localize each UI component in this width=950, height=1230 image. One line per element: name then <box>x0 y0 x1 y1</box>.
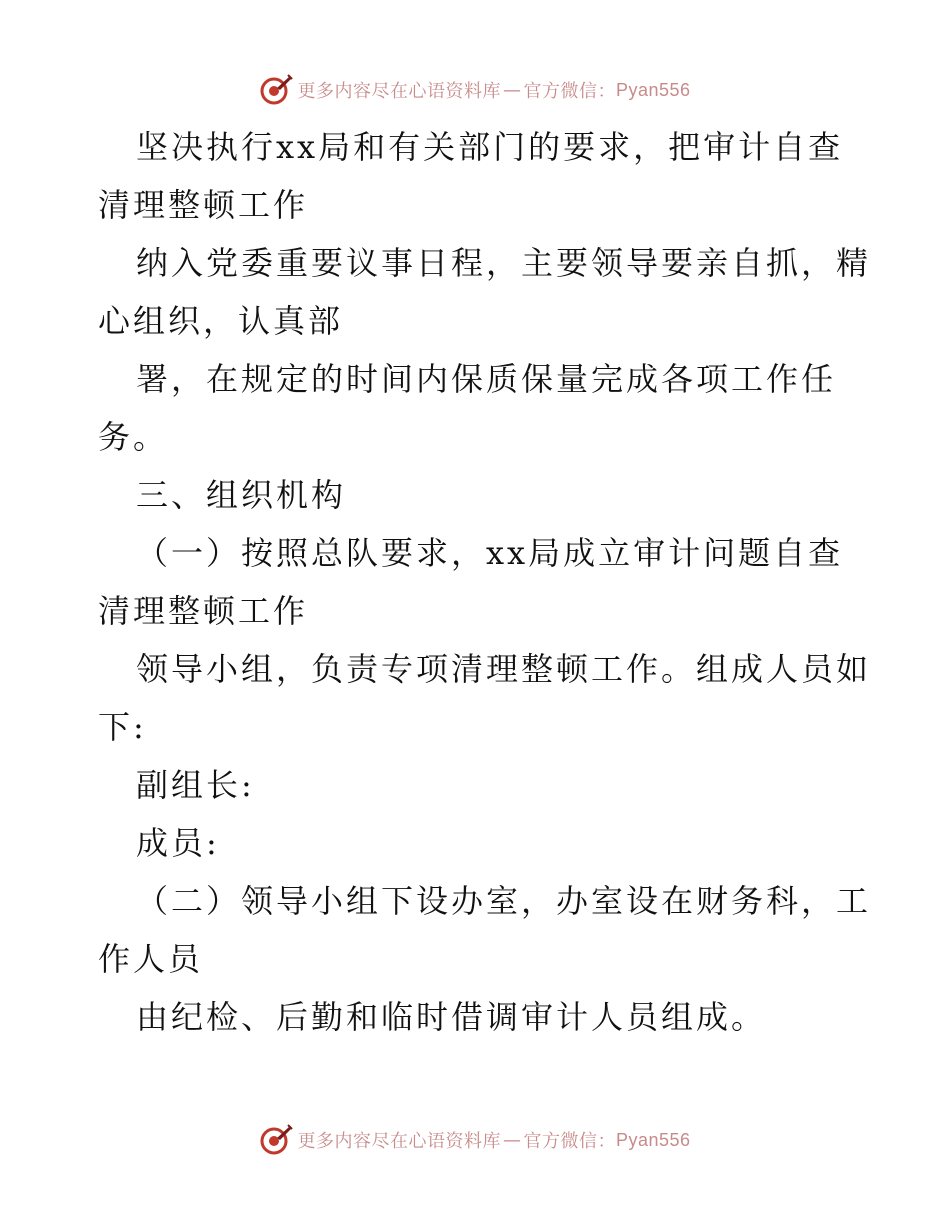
paragraph-line: 下: <box>98 708 147 746</box>
watermark-dash: — <box>502 1129 522 1151</box>
paragraph-line: 务。 <box>98 418 169 456</box>
footer-watermark <box>0 1122 950 1158</box>
logo-icon <box>259 1123 293 1157</box>
paragraph-line: 由纪检、后勤和临时借调审计人员组成。 <box>136 998 767 1036</box>
paragraph-line: 领导小组，负责专项清理整顿工作。组成人员如 <box>136 650 872 688</box>
paragraph-line: 作人员 <box>98 940 204 978</box>
section-heading: 三、组织机构 <box>136 476 347 514</box>
watermark-id: Pyan556 <box>615 79 691 100</box>
paragraph-line: 坚决执行xx局和有关部门的要求，把审计自查 <box>136 128 844 166</box>
paragraph-line: 清理整顿工作 <box>98 592 309 630</box>
paragraph-line: 心组织，认真部 <box>98 302 344 340</box>
paragraph-line: 署，在规定的时间内保质保量完成各项工作任 <box>136 360 837 398</box>
paragraph-line: 纳入党委重要议事日程，主要领导要亲自抓，精 <box>136 244 872 282</box>
watermark-dash: — <box>502 79 522 101</box>
watermark-text: 更多内容尽在心语资料库 <box>297 1131 501 1152</box>
paragraph-line: 清理整顿工作 <box>98 186 309 224</box>
watermark-text: 更多内容尽在心语资料库 <box>297 81 501 102</box>
watermark-id: Pyan556 <box>615 1129 691 1150</box>
watermark-suffix: 官方微信： <box>523 81 616 102</box>
watermark-suffix: 官方微信： <box>523 1131 616 1152</box>
paragraph-line: （二）领导小组下设办室，办室设在财务科，工 <box>136 882 872 920</box>
paragraph-line: 成员: <box>136 824 220 862</box>
paragraph-line: 副组长: <box>136 766 255 804</box>
paragraph-line: （一）按照总队要求，xx局成立审计问题自查 <box>136 534 844 572</box>
document-body <box>98 118 872 1046</box>
header-watermark <box>0 72 950 108</box>
logo-icon <box>259 73 293 107</box>
